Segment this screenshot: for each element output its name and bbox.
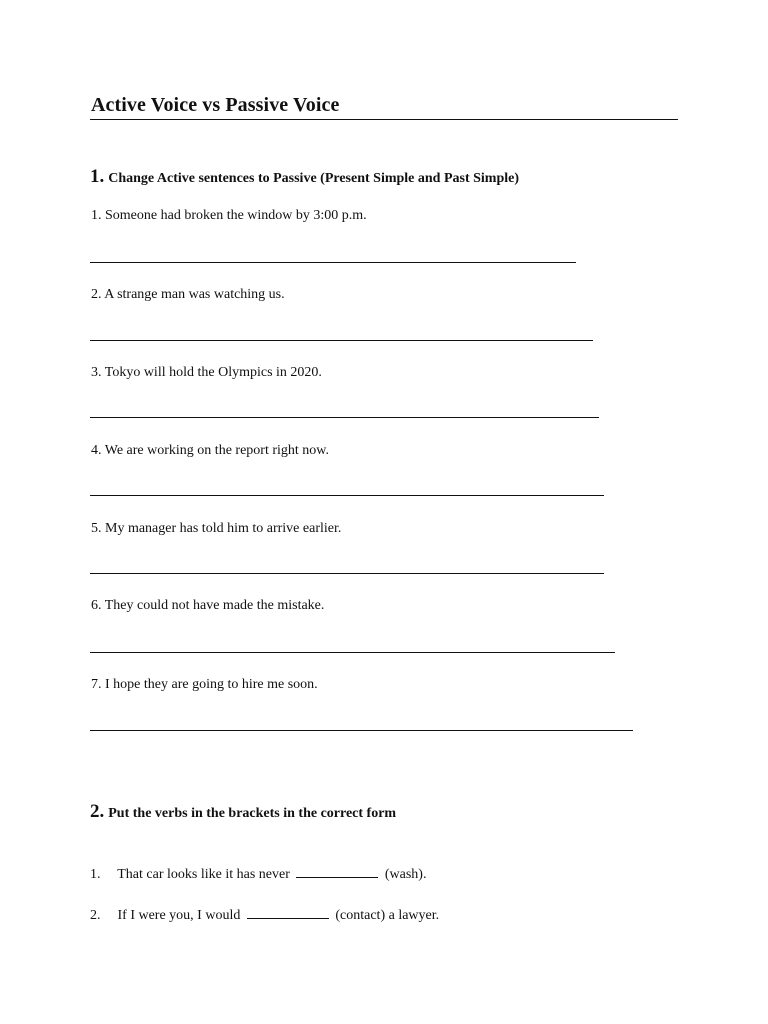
section-1-instruction: Change Active sentences to Passive (Present Simple and Past Simple) bbox=[108, 171, 520, 186]
page-title: Active Voice vs Passive Voice bbox=[91, 94, 340, 116]
question-3: 3. Tokyo will hold the Olympics in 2020. bbox=[91, 365, 322, 380]
fill-item-text-after: (wash). bbox=[384, 867, 427, 882]
section-1-number: 1. bbox=[90, 166, 105, 187]
answer-line-1[interactable] bbox=[90, 262, 576, 263]
answer-line-7[interactable] bbox=[90, 730, 633, 731]
question-2: 2. A strange man was watching us. bbox=[91, 287, 285, 302]
answer-line-6[interactable] bbox=[90, 652, 615, 653]
section-2-instruction: Put the verbs in the brackets in the correct form bbox=[108, 806, 397, 821]
question-1: 1. Someone had broken the window by 3:00 p.m. bbox=[91, 208, 367, 223]
fill-item-number: 1. bbox=[90, 867, 101, 882]
section-2-number: 2. bbox=[90, 801, 105, 822]
fill-item-1 bbox=[90, 867, 426, 883]
fill-item-number: 2. bbox=[90, 908, 101, 923]
answer-line-3[interactable] bbox=[90, 417, 599, 418]
fill-item-text-after: (contact) a lawyer. bbox=[335, 908, 440, 923]
question-4: 4. We are working on the report right now. bbox=[91, 443, 329, 458]
question-6: 6. They could not have made the mistake. bbox=[91, 598, 325, 613]
fill-item-text-before: That car looks like it has never bbox=[117, 867, 290, 882]
section-1-heading bbox=[90, 166, 519, 188]
answer-line-5[interactable] bbox=[90, 573, 604, 574]
answer-line-4[interactable] bbox=[90, 495, 604, 496]
answer-line-2[interactable] bbox=[90, 340, 593, 341]
fill-in-blank[interactable] bbox=[247, 918, 329, 919]
title-underline bbox=[90, 119, 678, 120]
question-5: 5. My manager has told him to arrive earlier. bbox=[91, 521, 342, 536]
fill-in-blank[interactable] bbox=[296, 877, 378, 878]
fill-item-2 bbox=[90, 908, 439, 924]
section-2-heading bbox=[90, 801, 396, 823]
fill-item-text-before: If I were you, I would bbox=[117, 908, 241, 923]
question-7: 7. I hope they are going to hire me soon. bbox=[91, 677, 318, 692]
